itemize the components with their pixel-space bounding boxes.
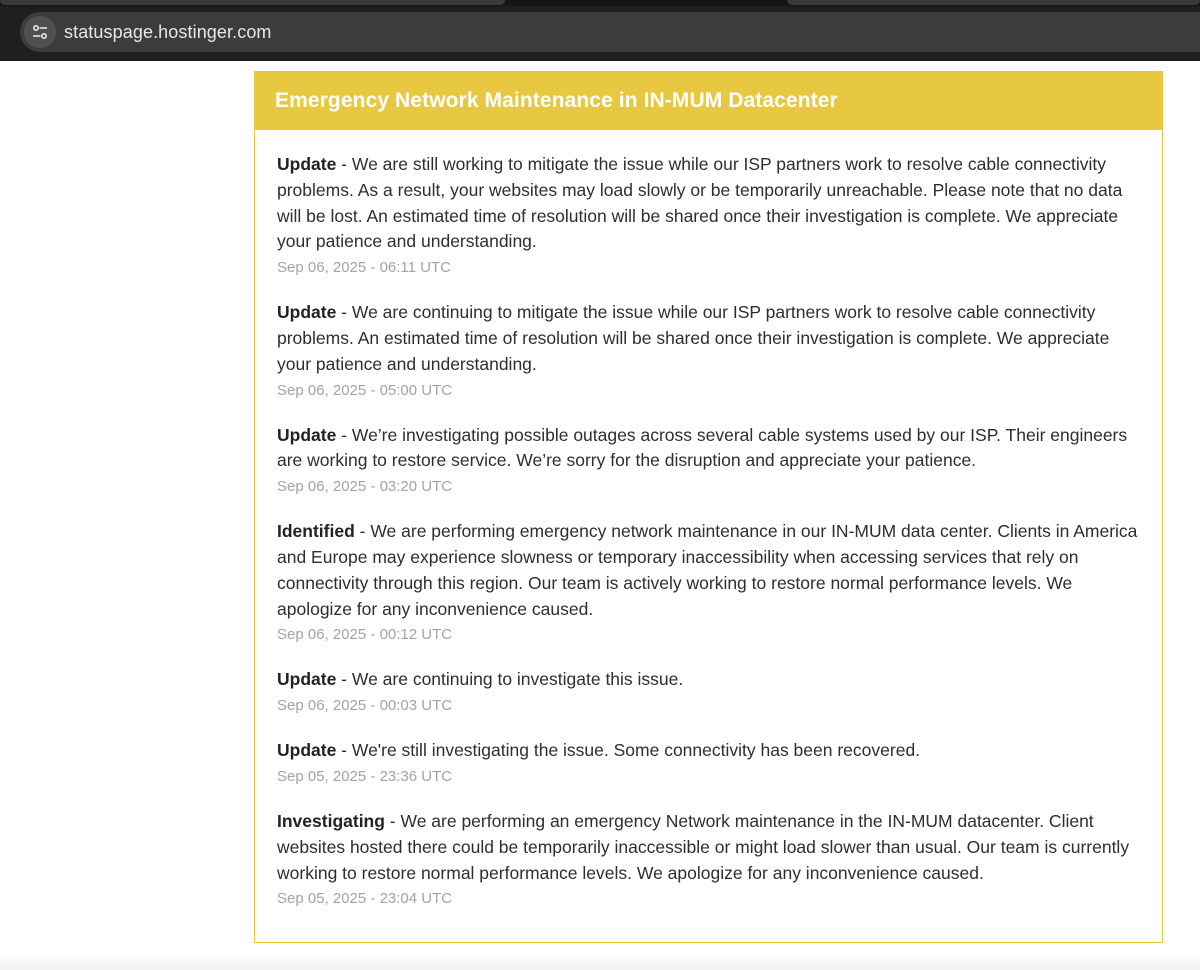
tune-icon	[32, 24, 48, 40]
incident-title: Emergency Network Maintenance in IN-MUM Datacenter	[275, 89, 838, 112]
update-message: - We are still working to mitigate the issue while our ISP partners work to resolve cable connectivity problems. As a result, your websites may load slowly or be temporarily unreachable. Please note that no data will be lost. An estimated time of resolution will be shared once their investigation is complete. We appreciate your patience and understanding.	[277, 154, 1123, 252]
page-bottom-shadow	[0, 953, 1200, 970]
address-bar[interactable]	[20, 12, 1200, 52]
update-timestamp: Sep 06, 2025 - 00:03 UTC	[277, 697, 453, 715]
update-status: Identified	[277, 521, 355, 542]
update-status: Update	[277, 669, 337, 690]
update-message: - We're still investigating the issue. Some connectivity has been recovered.	[336, 740, 921, 761]
site-settings-button[interactable]	[24, 16, 56, 48]
browser-toolbar	[0, 0, 1200, 61]
update-timestamp: Sep 06, 2025 - 05:00 UTC	[277, 381, 453, 399]
update-body	[277, 300, 1140, 377]
incident-update	[277, 809, 1140, 910]
url-text[interactable]: statuspage.hostinger.com	[64, 22, 272, 42]
incident-updates	[255, 130, 1162, 910]
update-timestamp: Sep 06, 2025 - 00:12 UTC	[277, 626, 453, 644]
update-status: Update	[277, 154, 337, 174]
incident-card	[254, 71, 1163, 943]
update-status: Update	[277, 302, 337, 323]
update-status: Investigating	[277, 810, 385, 831]
update-body	[277, 423, 1140, 475]
update-timestamp: Sep 06, 2025 - 03:20 UTC	[277, 478, 453, 496]
update-status: Update	[277, 740, 337, 761]
incident-update	[277, 423, 1140, 499]
update-body	[277, 152, 1140, 255]
update-message: - We are performing an emergency Network maintenance in the IN-MUM datacenter. Client websites hosted there could be temporarily inaccessible or might load slower than usual. Our team is currently working to restore normal performance levels. We apologize for any inconvenience caused.	[277, 810, 1130, 883]
incident-update	[277, 738, 1140, 788]
browser-tab[interactable]	[0, 0, 505, 5]
update-timestamp: Sep 06, 2025 - 06:11 UTC	[277, 259, 451, 277]
incident-update	[277, 519, 1140, 646]
incident-update	[277, 300, 1140, 401]
incident-header	[255, 72, 1162, 130]
update-timestamp: Sep 05, 2025 - 23:36 UTC	[277, 767, 453, 785]
update-message: - We’re investigating possible outages across several cable systems used by our ISP. Their engineers are working to restore service. We’re sorry for the disruption and appreciate your patience.	[277, 424, 1128, 471]
update-body	[277, 738, 1140, 764]
update-body	[277, 519, 1140, 622]
update-timestamp: Sep 05, 2025 - 23:04 UTC	[277, 890, 453, 908]
update-body	[277, 667, 1140, 693]
update-message: - We are continuing to mitigate the issue while our ISP partners work to resolve cable connectivity problems. An estimated time of resolution will be shared once their investigation is complete. We appreciate your patience and understanding.	[277, 302, 1110, 374]
update-message: - We are continuing to investigate this issue.	[336, 669, 684, 690]
update-message: - We are performing emergency network maintenance in our IN-MUM data center. Clients in America and Europe may experience slowness or temporary inaccessibility when accessing services that rely on connectivity through this region. Our team is actively working to restore normal performance levels. We apologize for any inconvenience caused.	[277, 521, 1138, 619]
status-page	[0, 61, 1200, 970]
update-body	[277, 809, 1140, 886]
incident-update	[277, 152, 1140, 279]
tab-strip	[0, 0, 1200, 6]
incident-update	[277, 667, 1140, 717]
update-status: Update	[277, 424, 337, 445]
browser-tab[interactable]	[787, 0, 1200, 5]
